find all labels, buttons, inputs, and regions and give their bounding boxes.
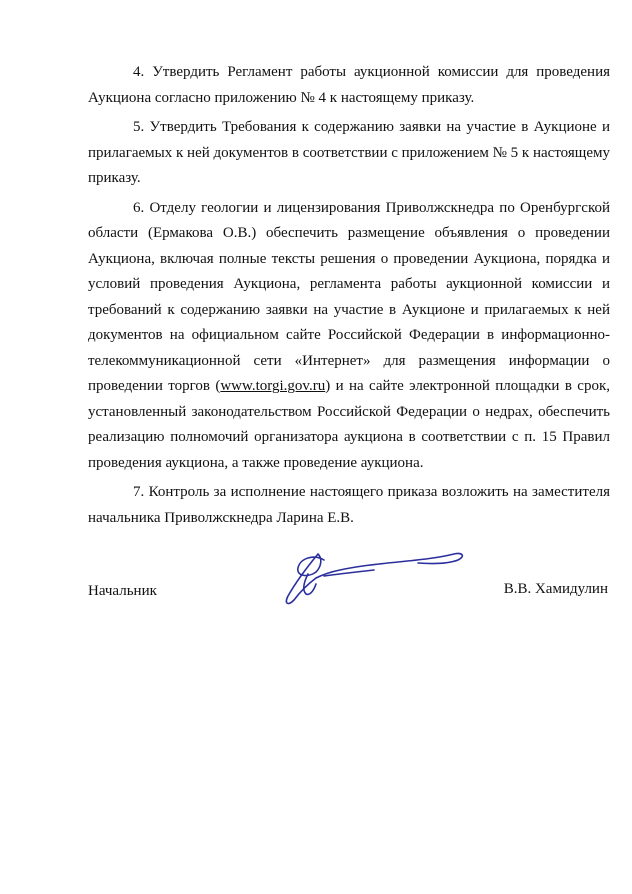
signatory-name: В.В. Хамидулин xyxy=(503,581,608,597)
paragraph-item-4: 4. Утвердить Регламент работы аукционной комиссии для проведения Аукциона согласно приложению № 4 к настоящему приказу. xyxy=(88,64,610,106)
paragraph-item-6-text-start: 6. Отделу геологии и лицензирования Приволжскнедра по Оренбургской области (Ермакова О.В.) обеспечить размещение объявления о проведении Аукциона, включая полные тексты решения о проведении Аукциона, порядка и условий проведения Аукциона, регламента работы аукционной комиссии и требований к содержанию заявки на участие в Аукционе и прилагаемых к ней документов на официальном сайте Российской Федерации в информационно-телекоммуникационной сети «Интернет» для размещения информации о проведении торгов ( xyxy=(88,199,610,394)
paragraph-item-6 xyxy=(88,196,610,477)
signatory-title: Начальник xyxy=(88,583,157,599)
paragraph-item-5: 5. Утвердить Требования к содержанию заявки на участие в Аукционе и прилагаемых к ней документов в соответствии с приложением № 5 к настоящему приказу. xyxy=(88,119,610,186)
torgi-website-link[interactable]: www.torgi.gov.ru xyxy=(220,378,326,394)
signature-stroke-main xyxy=(286,553,462,603)
document-body xyxy=(88,60,610,535)
paragraph-item-6-text-end: ) и на сайте электронной площадки в срок, установленный законодательством Российской Федерации о недрах, обеспечить реализацию полномочий организатора аукциона в соответствии с п. 15 Правил проведения аукциона, а также проведение аукциона. xyxy=(88,378,610,471)
paragraph-item-7: 7. Контроль за исполнение настоящего приказа возложить на заместителя начальника Приволжскнедра Ларина Е.В. xyxy=(88,484,610,526)
handwritten-signature xyxy=(278,546,468,612)
